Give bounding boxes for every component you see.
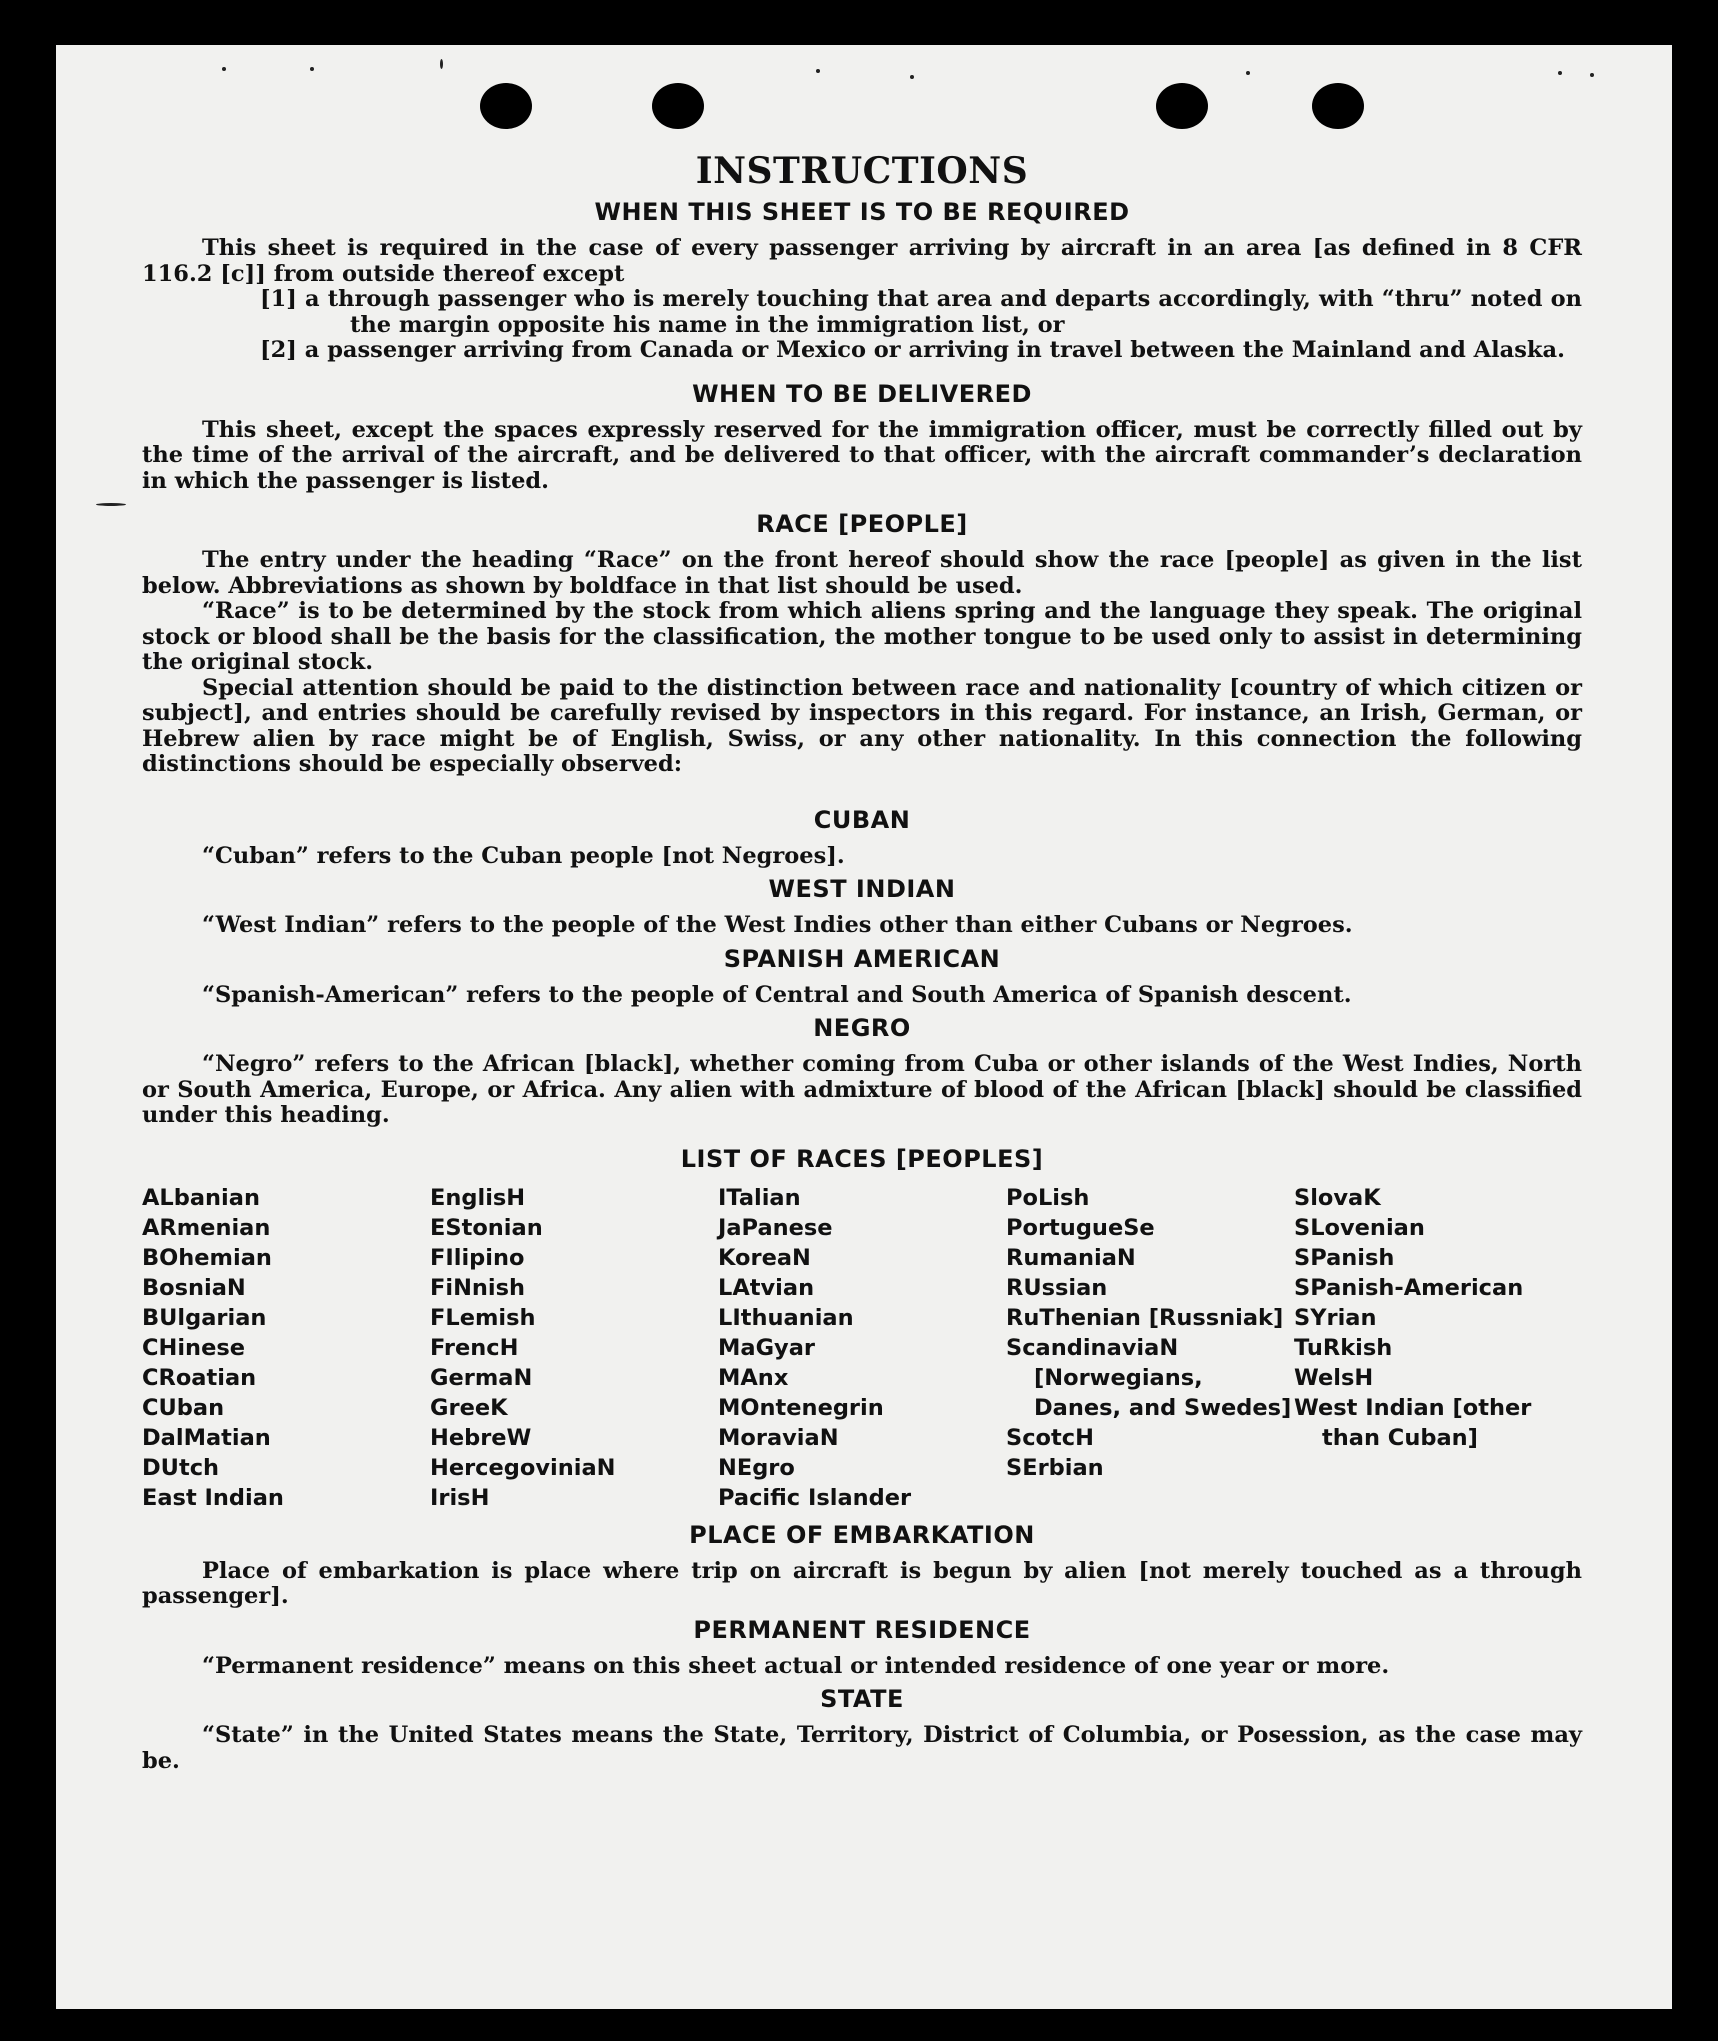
section-heading: STATE <box>820 1685 904 1713</box>
race-item: DalMatian <box>142 1424 271 1451</box>
list-item: [2] a passenger arriving from Canada or Mexico or arriving in travel between the Mainland and Alaska. <box>260 337 1565 363</box>
race-item: SlovaK <box>1294 1184 1381 1211</box>
document-page <box>56 45 1672 2009</box>
race-item: SPanish-American <box>1294 1274 1524 1301</box>
race-item: Pacific Islander <box>718 1484 912 1511</box>
race-item: CHinese <box>142 1334 245 1361</box>
instructions-content <box>142 150 1582 1774</box>
races-list <box>142 1183 1582 1513</box>
section-heading: RACE [PEOPLE] <box>756 510 968 538</box>
punch-hole <box>480 83 532 129</box>
race-item: FIlipino <box>430 1244 525 1271</box>
paragraph: Special attention should be paid to the distinction between race and nationality [country of which citizen or subject], and entries should be carefully revised by inspectors in this regard. For instance, an Irish, German, or Hebrew alien by race might be of English, Swiss, or any other nationality. In this connection the following distinctions should be especially observed: <box>142 674 1582 777</box>
race-item: ALbanian <box>142 1184 260 1211</box>
race-item: FLemish <box>430 1304 536 1331</box>
race-item: PortugueSe <box>1006 1214 1155 1241</box>
race-item: RUssian <box>1006 1274 1108 1301</box>
race-item: CRoatian <box>142 1364 257 1391</box>
race-item: GreeK <box>430 1394 508 1421</box>
paragraph: Place of embarkation is place where trip on aircraft is begun by alien [not merely touched as a through passenger]. <box>142 1557 1582 1609</box>
paragraph: “Permanent residence” means on this sheet actual or intended residence of one year or more. <box>202 1652 1390 1679</box>
race-item: WelsH <box>1294 1364 1374 1391</box>
race-item: SYrian <box>1294 1304 1377 1331</box>
speck <box>816 69 820 73</box>
race-item: RuThenian [Russniak] <box>1006 1304 1284 1331</box>
section-heading: WHEN TO BE DELIVERED <box>692 379 1032 408</box>
race-item: LAtvian <box>718 1274 815 1301</box>
paragraph: “State” in the United States means the State, Territory, District of Columbia, or Posession, as the case may be. <box>142 1722 1582 1774</box>
section-heading: PLACE OF EMBARKATION <box>689 1520 1035 1549</box>
race-item: BOhemian <box>142 1244 272 1271</box>
page-title: INSTRUCTIONS <box>695 150 1029 192</box>
speck <box>910 75 914 79</box>
speck <box>222 67 226 71</box>
race-item: East Indian <box>142 1484 284 1511</box>
section-heading: NEGRO <box>813 1014 911 1042</box>
punch-hole <box>1312 83 1364 129</box>
paragraph: This sheet is required in the case of every passenger arriving by aircraft in an area [as defined in 8 CFR 116.2 [c]] from outside thereof except <box>142 235 1582 287</box>
speck <box>310 67 314 71</box>
speck <box>1246 71 1250 75</box>
race-item: ITalian <box>718 1184 801 1211</box>
races-column <box>430 1183 718 1513</box>
race-item: SErbian <box>1006 1454 1104 1481</box>
race-item: HebreW <box>430 1424 532 1451</box>
speck <box>1590 73 1594 77</box>
race-item: MOntenegrin <box>718 1394 884 1421</box>
race-item: ScotcH <box>1006 1424 1094 1451</box>
race-item: GermaN <box>430 1364 533 1391</box>
race-item: ScandinaviaN [Norwegians, Danes, and Swedes] <box>1006 1334 1292 1421</box>
section-heading: WHEN THIS SHEET IS TO BE REQUIRED <box>594 198 1130 226</box>
race-item: MAnx <box>718 1364 789 1391</box>
section-heading: PERMANENT RESIDENCE <box>693 1615 1031 1644</box>
section-heading: WEST INDIAN <box>768 875 956 903</box>
section-heading: CUBAN <box>813 805 911 834</box>
race-item: FrencH <box>430 1334 519 1361</box>
speck <box>440 59 443 69</box>
race-item: West Indian [other than Cuban] <box>1294 1394 1532 1451</box>
paragraph: “West Indian” refers to the people of the West Indies other than either Cubans or Negroes. <box>202 912 1353 938</box>
race-item: EnglisH <box>430 1184 526 1211</box>
race-item: PoLish <box>1006 1184 1090 1211</box>
paragraph: “Negro” refers to the African [black], whether coming from Cuba or other islands of the West Indies, North or South America, Europe, or Africa. Any alien with admixture of blood of the African [black] should be classified under this heading. <box>142 1051 1582 1128</box>
race-item: KoreaN <box>718 1244 811 1271</box>
list-item: [1] a through passenger who is merely touching that area and departs accordingly, with “thru” noted on the margin opposite his name in the immigration list, or <box>260 286 1582 338</box>
race-item: IrisH <box>430 1484 490 1511</box>
paragraph: “Race” is to be determined by the stock from which aliens spring and the language they speak. The original stock or blood shall be the basis for the classification, the mother tongue to be used only to assist in determining the original stock. <box>142 598 1582 675</box>
race-item: EStonian <box>430 1214 543 1241</box>
race-item: RumaniaN <box>1006 1244 1136 1271</box>
speck <box>1558 71 1562 75</box>
punch-hole <box>652 83 704 129</box>
races-column <box>1006 1183 1294 1513</box>
paragraph: “Spanish-American” refers to the people of Central and South America of Spanish descent. <box>202 981 1352 1008</box>
paragraph: This sheet, except the spaces expressly reserved for the immigration officer, must be correctly filled out by the time of the arrival of the aircraft, and be delivered to that officer, with the aircraft commander’s declaration in which the passenger is listed. <box>142 416 1582 494</box>
speck <box>96 503 126 506</box>
race-item: ARmenian <box>142 1214 271 1241</box>
race-item: SPanish <box>1294 1244 1395 1271</box>
race-item: JaPanese <box>718 1214 833 1241</box>
races-column <box>718 1183 1006 1513</box>
race-item: MaGyar <box>718 1334 815 1361</box>
race-item: BUlgarian <box>142 1304 267 1331</box>
race-item: MoraviaN <box>718 1424 839 1451</box>
races-column <box>1294 1183 1582 1513</box>
race-item: LIthuanian <box>718 1304 854 1331</box>
races-column <box>142 1183 430 1513</box>
paragraph: “Cuban” refers to the Cuban people [not Negroes]. <box>202 842 845 869</box>
race-item: NEgro <box>718 1454 795 1481</box>
race-item: BosniaN <box>142 1274 246 1301</box>
race-item: TuRkish <box>1294 1334 1393 1361</box>
race-item: FiNnish <box>430 1274 526 1301</box>
race-item: SLovenian <box>1294 1214 1425 1241</box>
section-heading: SPANISH AMERICAN <box>723 944 1001 973</box>
races-heading: LIST OF RACES [PEOPLES] <box>680 1144 1044 1173</box>
punch-hole <box>1156 83 1208 129</box>
race-item: HercegoviniaN <box>430 1454 616 1481</box>
race-item: DUtch <box>142 1454 220 1481</box>
paragraph: The entry under the heading “Race” on the front hereof should show the race [people] as given in the list below. Abbreviations as shown by boldface in that list should be used. <box>142 547 1582 599</box>
race-item: CUban <box>142 1394 225 1421</box>
